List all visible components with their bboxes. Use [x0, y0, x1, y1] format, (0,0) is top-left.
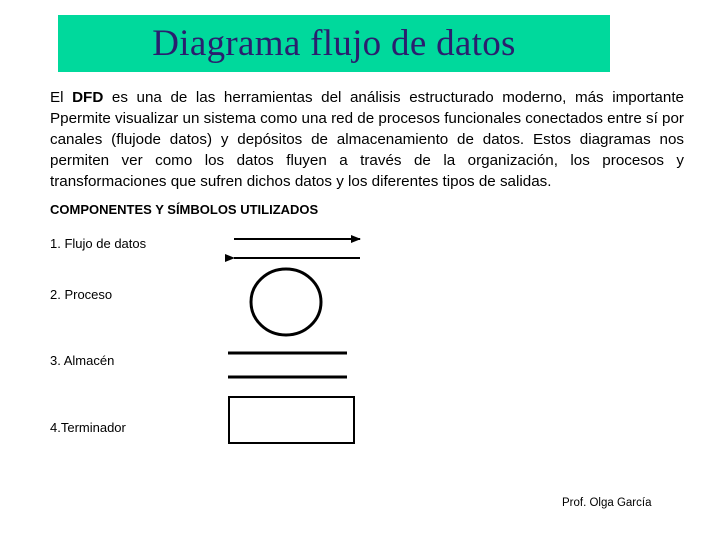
intro-body: es una de las herramientas del análisis estructurado moderno, más importante Ppermite visualizar un sistema como una red de procesos funcionales conectados entre sí por canales (flujode datos) y depósitos de almacenamiento de datos. Estos diagramas nos permiten ver como los datos fluyen a través de la organización, los procesos y transformaciones que sufren dichos datos y los diferentes tipos de salidas.	[50, 89, 684, 190]
page-title: Diagrama flujo de datos	[152, 23, 516, 64]
components-heading: COMPONENTES Y SÍMBOLOS UTILIZADOS	[50, 202, 319, 217]
component-label-almacen: 3. Almacén	[50, 353, 115, 368]
store-lines-symbol	[228, 353, 347, 377]
component-label-proceso: 2. Proceso	[50, 287, 113, 302]
intro-prefix: El	[50, 89, 73, 106]
component-label-flujo: 1. Flujo de datos	[50, 236, 147, 251]
process-circle-symbol	[251, 269, 321, 335]
component-label-terminador: 4.Terminador	[50, 420, 126, 435]
terminator-rect-symbol	[229, 397, 354, 443]
flow-arrow-symbol	[234, 239, 360, 258]
author-credit: Prof. Olga García	[562, 497, 652, 509]
intro-dfd-abbr: DFD	[72, 89, 104, 106]
